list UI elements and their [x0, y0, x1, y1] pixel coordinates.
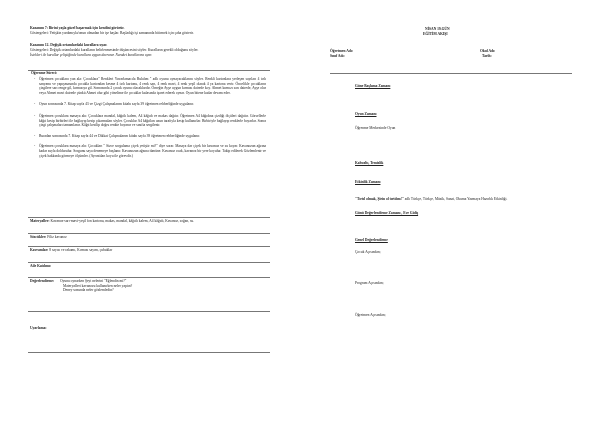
evaluation-question: Oyunu oynarken Şeyi nelerini "Eğlendin mi?" — [60, 279, 127, 283]
day-evaluation-heading: Günü Değerlendirme Zamanı , Eve Gidiş — [355, 211, 419, 215]
date-label: Tarih: — [482, 54, 492, 58]
activity-name: "Tırtıl olmak, Şirin ol tırtılım!" — [355, 197, 404, 201]
teacher-name-label: Öğretmen Adı: — [330, 49, 353, 53]
learning-process-list — [34, 77, 266, 163]
vocab-row — [30, 235, 67, 240]
vocab-label: Sözcükler: — [30, 235, 47, 239]
general-evaluation-heading: Genel Değerlendirme — [355, 238, 388, 242]
program-perspective-label: Program Açısından; — [355, 281, 384, 285]
process-item: - Öğretmen çocuklara masaya alır. Çocuklara mandal, kâğıtlı kalem, A4 kâğıdı ve makas dağıtır. Öğretmen A4 kâğıdına çizdiği ölçüleri dağıttır. Görsellerle kâğıt kesip birbirleri ile bağlayıp kesip çıkarmaları söyler. Çocuklar A4 kâğıtları uzun tarafıyla kesip kullanırlar. Birbiriyle bağlayıp renklerle boyarlar. Sonra çizgi çalışmaları tamamlanır. Kâğıt kesilip doğru renkte boyanır ve sınıfta sergilenir. — [34, 113, 266, 128]
evaluation-label: Değerlendirme: — [30, 279, 55, 283]
process-item: - Buradan sonrasında 7. Kitap sayfa 44 ve Dikkat Çalışmalarım kitabı sayfa 39 öğretmen rehberliğinde uygulanır. — [34, 133, 201, 138]
play-time-desc: Öğrenme Merkezinde Oyun — [355, 126, 396, 130]
evaluation-question: Materyalleri kavanozu kullanırken neler yaptın? — [63, 283, 133, 288]
play-time-heading: Oyun Zamanı — [355, 112, 377, 116]
kazanim-12-gostergeler-cont: İstekleri ile kurallar çeliştiğinde kurallara uygun davranır. Nezaket kurallarına uyar. — [30, 53, 153, 57]
start-day-heading: Güne Başlama Zamanı — [355, 84, 391, 88]
materials-label: Materyaller: — [30, 219, 50, 223]
process-item: - Öğretmen çocuklara yan ala: Çocuklara" Renkleri Yuvarlamacıla Bulalım " adlı oyunu oynayacaklarını söyler. Renkli kartonlara yerleşen sayıları 4 tırlı sanyamı ve yapışmasında çocukla kartondan kesme 4 tırlı kartonu, 4 renk sarı, 4 renk mavi, 4 renk yeşil olarak 4 ya kartona verir. Öncelikle çocukların çizgilere sarı renge gil, kırmızıya gil. Sonrasında 2 çocuk oyunu olacaklardır. Örneğin Ayşe uygun kırmızı dairede koy. Ahmet kırmızı sarı dairede, Ayşe olur veya Ahmet mavi dairede çünkü Ahmet olur gibi yöneltme ile çocuklar kafasında işaret ederek oynar. Oyun bitene kadar devam eder. — [34, 77, 266, 95]
school-name-label: Okul Adı: — [480, 49, 496, 53]
kazanim-12-gostergeler: Göstergeleri: Değişik ortamlardaki kuralların belirlenmesinde düşüncesini söyler. Kuralların gerekli olduğunu söyler. — [30, 48, 199, 52]
concepts-row — [30, 248, 112, 253]
process-item: - Oyun sonrasında 7. Kitap sayfa 43 ve Çizgi Çalışmalarım kitabı sayfa 39 öğretmen rehberliğinde uygulanır. — [34, 102, 194, 107]
materials-row — [30, 219, 194, 224]
activity-desc — [355, 197, 507, 202]
class-name-label: Sınıf Adı: — [330, 54, 345, 58]
family-participation-label: Aile Katılımı: — [30, 264, 52, 268]
concepts-label: Kavramlar: — [30, 248, 49, 252]
concepts-value: 8 sayısı ve rakamı, Kırmızı sayım, çubuklar — [49, 248, 113, 252]
child-perspective-label: Çocuk Açısından; — [355, 250, 381, 254]
kazanim-7-gostergeler: Göstergeleri: Yetişkin yardımıyla/onun olmadan bir işe başlar. Başladığı işi zamanında bitirmek için çaba gösterir. — [30, 31, 194, 35]
kazanim-12: Kazanım 12. Değişik ortamlardaki kurallara uyar. — [30, 43, 108, 47]
breakfast-heading: Kahvaltı, Temizlik — [355, 161, 384, 165]
evaluation-questions — [60, 279, 132, 293]
day-title: NİSAN 19.GÜN — [425, 27, 450, 31]
vocab-value: Filiz kavanoz — [47, 235, 67, 239]
learning-process-title: Öğrenme Süreci: — [31, 71, 58, 75]
activity-time-heading: Etkinlik Zamanı — [355, 180, 381, 184]
teacher-perspective-label: Öğretmen Açısından; — [355, 313, 386, 317]
evaluation-question: Deney sonunda neler gözlemledin? — [63, 288, 114, 293]
flow-title: EĞİTİM AKIŞI — [423, 32, 448, 36]
kazanim-7: Kazanım 7: Birini yaşla güzel başarmak için kendini görürür. — [30, 26, 125, 30]
materials-value: Kavanoz-sarı-mavi-yeşil fon kartonu, makas, mandal, kâğıtlı kalem, A4 kâğıdı, Kavanoz, soğan, su. — [50, 219, 195, 223]
activity-desc-rest: adlı Türkçe, Türkçe, Müzik, Sanat, Okuma Yazmaya Hazırlık Etkinliği. — [403, 197, 508, 201]
process-item: - Öğretmen çocuklara masaya alır. Çocukları " Sizce sorgulama çiçek yetiştir mi?" diye sorar. Masaya dar çiçek bir kavanoz ve su koyar. Kavanozun ağzına kadar suyla doldurulur. Sorgunu saya denemeye başlanır. Kavanozun ağzına tümüne. Kavanoz ocak, kavanoz bir yere koyulur. Takip edilerek Gözlemlenir ve çiçek hakkında görmeye ölçümler. (Ayrıntıları koyu ile görevdir.) — [34, 144, 266, 158]
adaptation-label: Uyarlama: — [30, 326, 47, 330]
